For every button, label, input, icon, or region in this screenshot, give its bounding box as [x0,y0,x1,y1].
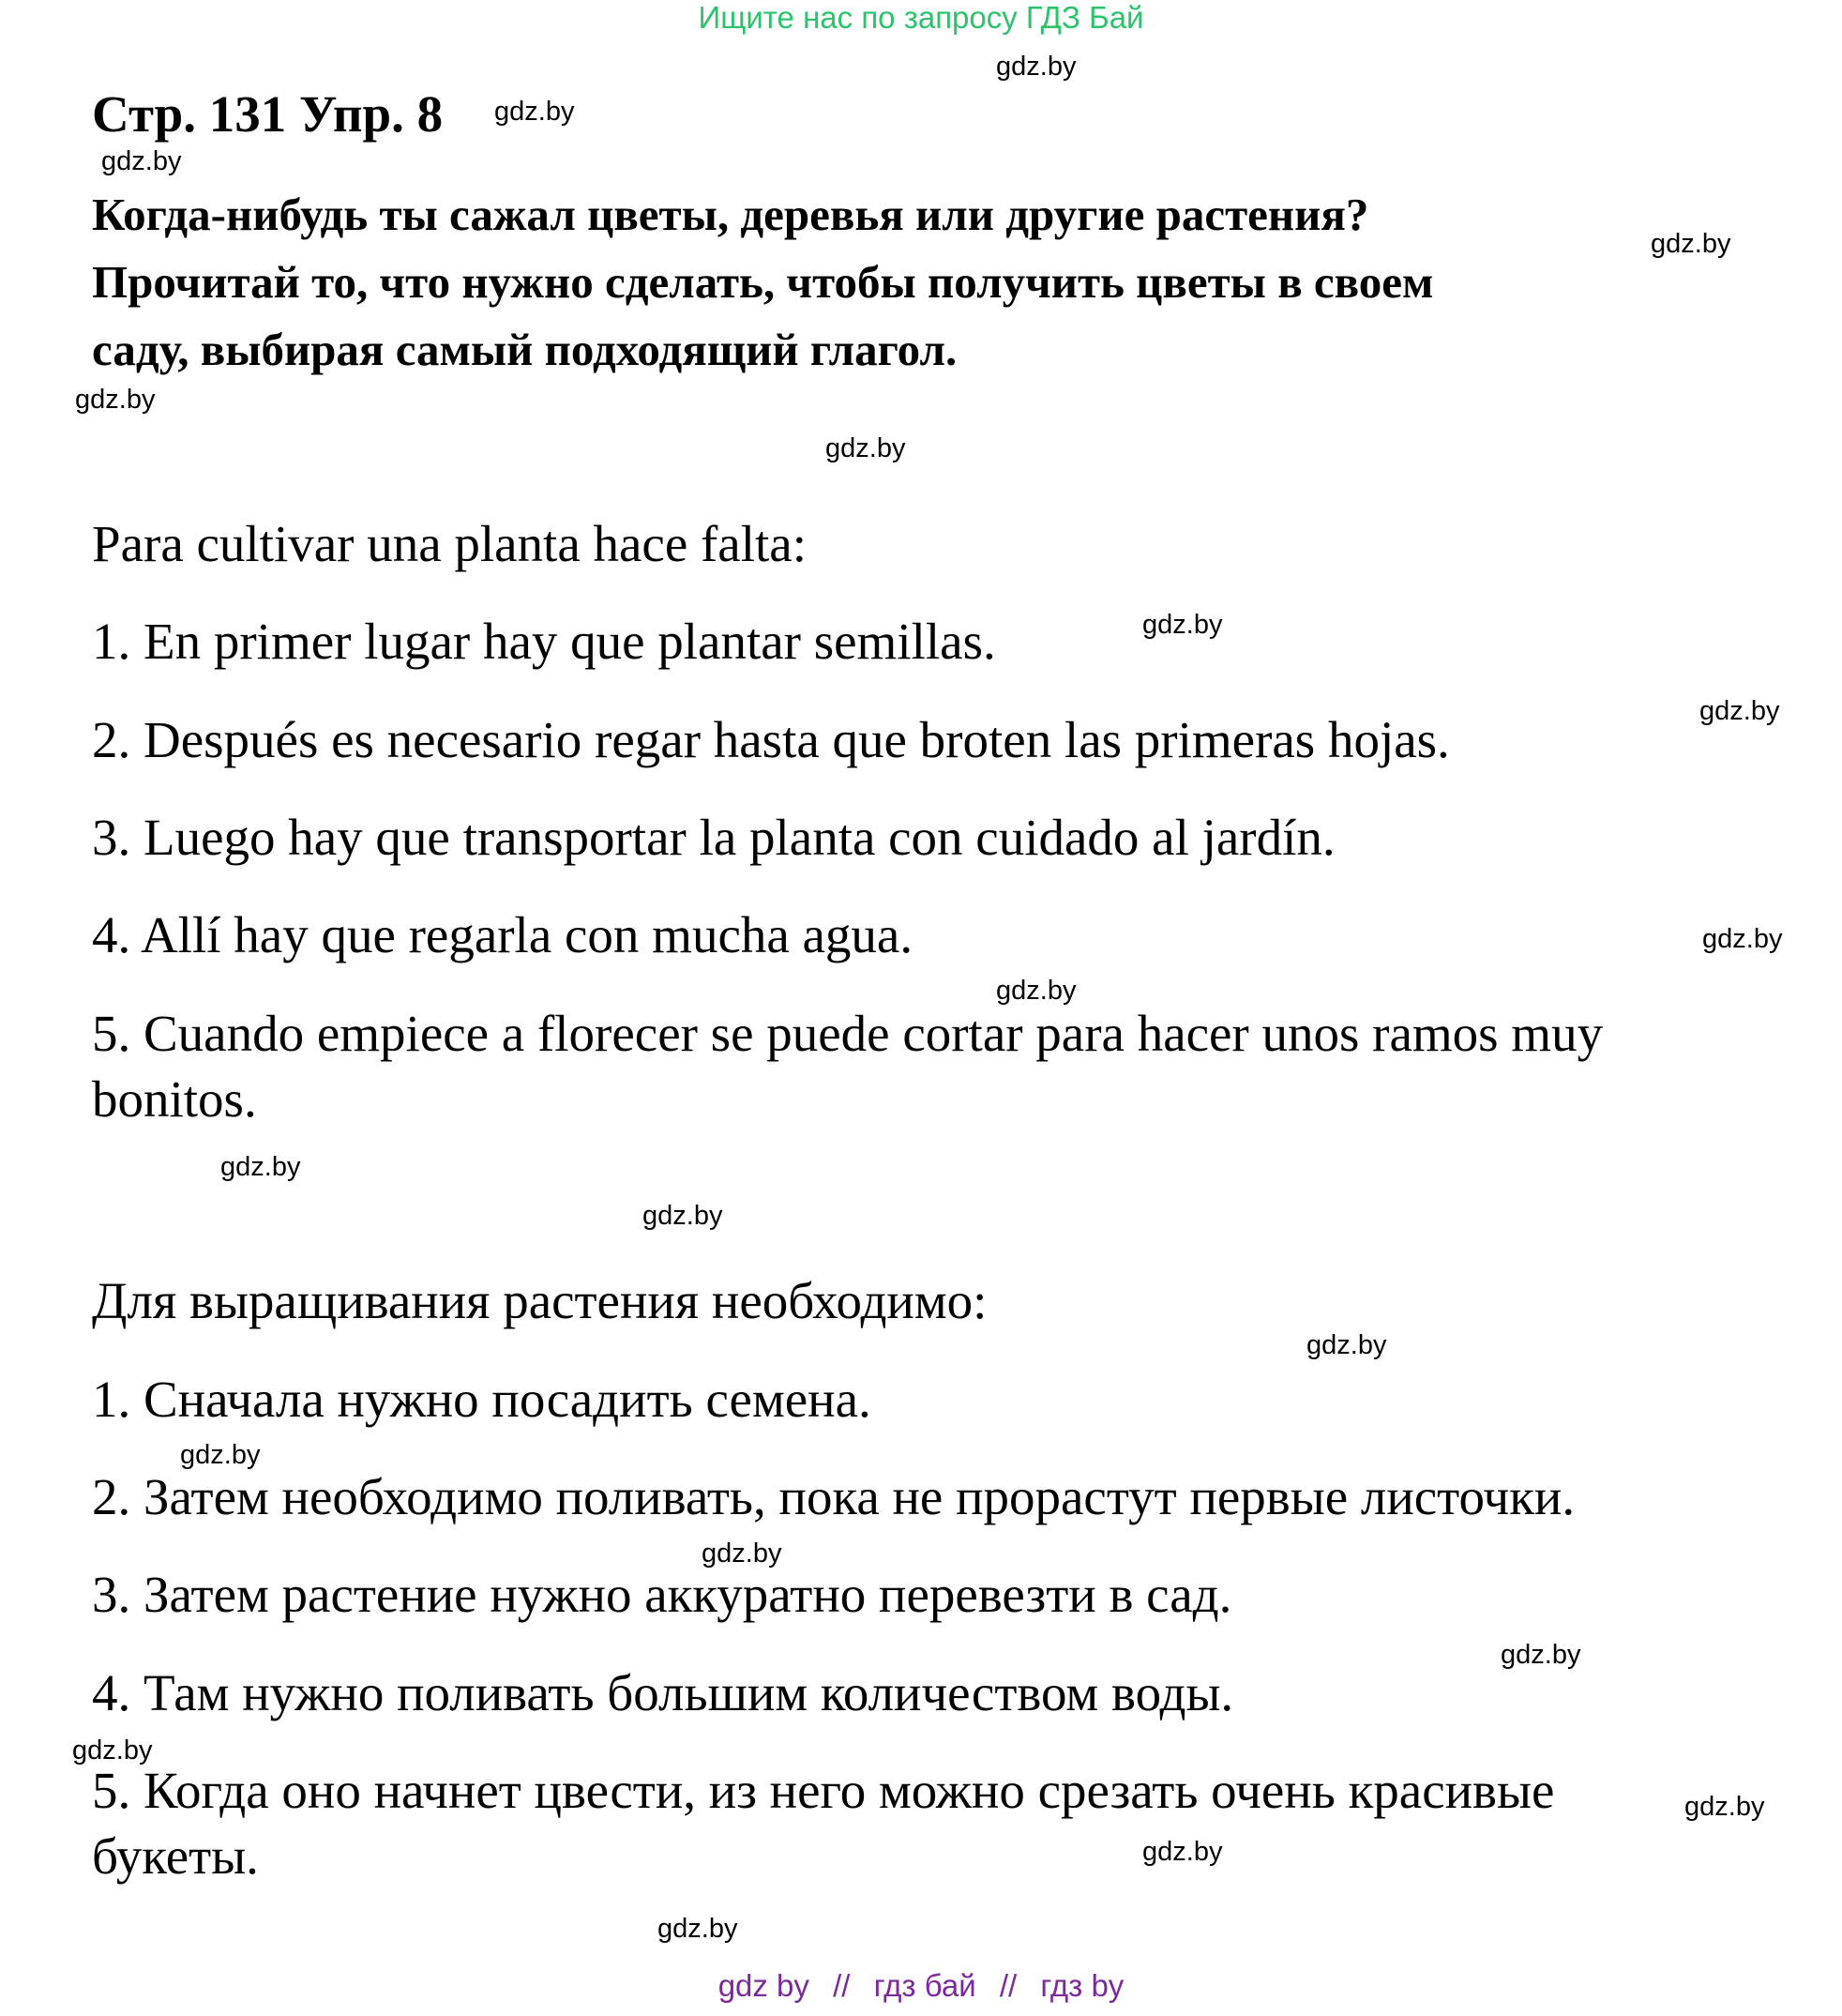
footer-link[interactable]: гдз by [1040,1968,1125,2003]
russian-line-5-cont: букеты. [92,1827,259,1885]
spanish-intro: Para cultivar una planta hace falta: [92,515,807,572]
footer-separator: // [999,1968,1018,2003]
watermark: gdz.by [180,1440,261,1470]
footer-links [0,1968,1842,2004]
page-title: Стр. 131 Упр. 8 [92,85,444,143]
top-banner: Ищите нас по запросу ГДЗ Бай [698,0,1144,35]
spanish-line-1: 1. En primer lugar hay que plantar semillas. [92,613,996,670]
footer-link[interactable]: гдз бай [873,1968,976,2003]
watermark: gdz.by [1142,1837,1223,1867]
watermark: gdz.by [494,97,575,127]
footer-link[interactable]: gdz by [717,1968,809,2003]
watermark: gdz.by [1651,229,1731,259]
spanish-line-4: 4. Allí hay que regarla con mucha agua. [92,906,913,963]
watermark: gdz.by [1142,610,1223,640]
watermark: gdz.by [1702,924,1783,954]
spanish-line-3: 3. Luego hay que transportar la planta con cuidado al jardín. [92,809,1336,866]
russian-line-4: 4. Там нужно поливать большим количеством воды. [92,1664,1234,1721]
watermark: gdz.by [825,433,906,463]
watermark: gdz.by [642,1201,723,1231]
task-line-1: Когда-нибудь ты сажал цветы, деревья или другие растения? [92,189,1369,240]
russian-line-1: 1. Сначала нужно посадить семена. [92,1371,871,1428]
watermark: gdz.by [996,976,1077,1006]
footer-separator: // [833,1968,851,2003]
watermark: gdz.by [996,52,1077,82]
watermark: gdz.by [657,1914,738,1944]
russian-line-5: 5. Когда оно начнет цвести, из него можно срезать очень красивые [92,1762,1555,1819]
watermark: gdz.by [702,1539,782,1569]
spanish-line-5-cont: bonitos. [92,1070,257,1128]
watermark: gdz.by [1306,1330,1387,1360]
spanish-line-5: 5. Cuando empiece a florecer se puede cortar para hacer unos ramos muy [92,1005,1604,1062]
task-line-3: саду, выбирая самый подходящий глагол. [92,324,958,375]
watermark: gdz.by [1501,1640,1581,1670]
watermark: gdz.by [1684,1792,1765,1822]
russian-intro: Для выращивания растения необходимо: [92,1272,988,1329]
watermark: gdz.by [1699,696,1780,726]
russian-line-3: 3. Затем растение нужно аккуратно перевезти в сад. [92,1566,1232,1623]
watermark: gdz.by [72,1736,153,1766]
spanish-line-2: 2. Después es necesario regar hasta que broten las primeras hojas. [92,711,1450,768]
watermark: gdz.by [220,1152,301,1182]
watermark: gdz.by [101,146,182,176]
watermark: gdz.by [75,385,156,415]
task-line-2: Прочитай то, что нужно сделать, чтобы получить цветы в своем [92,256,1434,308]
russian-line-2: 2. Затем необходимо поливать, пока не прорастут первые листочки. [92,1468,1576,1525]
